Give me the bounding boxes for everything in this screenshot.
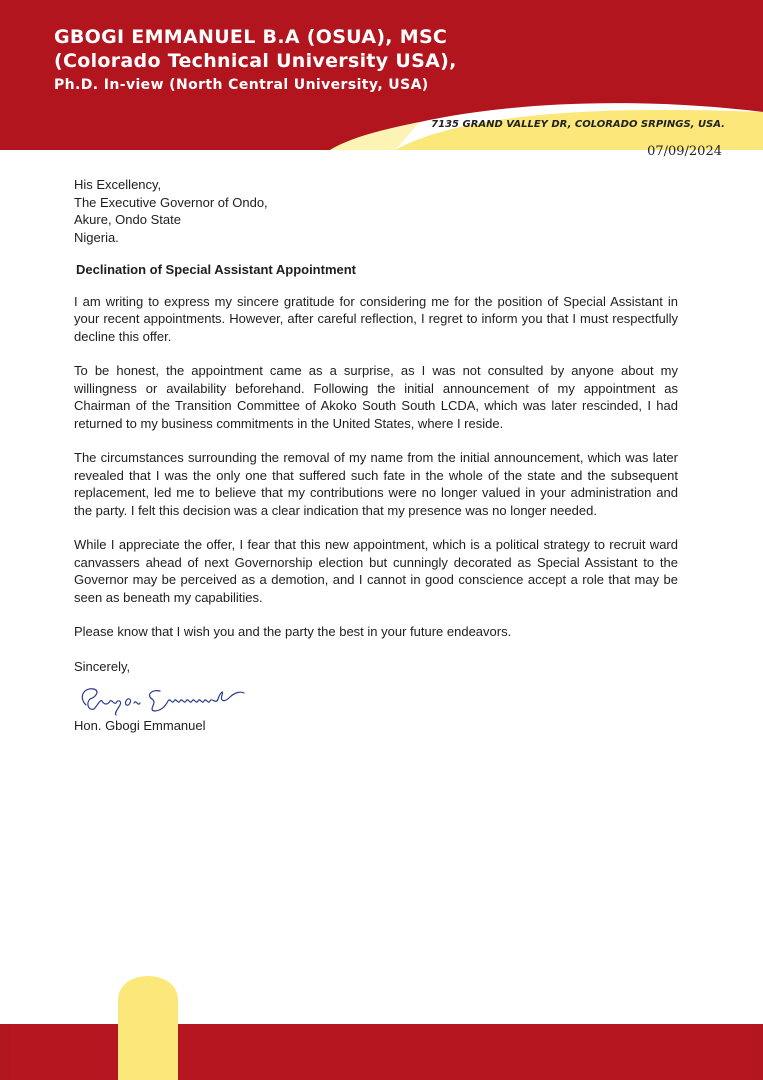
body-paragraph: While I appreciate the offer, I fear that this new appointment, which is a political strategy to recruit ward canvassers ahead of next Governorship election but cunningly decorated as Special Assistant to the Governor may be perceived as a demotion, and I cannot in good conscience accept a role that may be seen as beneath my capabilities. bbox=[74, 537, 678, 605]
recipient-line: His Excellency, bbox=[74, 177, 162, 192]
body-paragraph: The circumstances surrounding the removal of my name from the initial announcement, which was later revealed that I was the only one that suffered such fate in the whole of the state and the subsequent replacement, led me to believe that my contributions were no longer valued in your administration and the party. I felt this decision was a clear indication that my presence was no longer needed. bbox=[74, 450, 678, 518]
letter-subject: Declination of Special Assistant Appointment bbox=[76, 262, 357, 277]
body-paragraph: Please know that I wish you and the party the best in your future endeavors. bbox=[74, 624, 512, 639]
letterhead-footer bbox=[0, 960, 763, 1080]
letter-body bbox=[74, 176, 678, 735]
signer-name: Hon. Gbogi Emmanuel bbox=[74, 718, 206, 733]
body-paragraph: I am writing to express my sincere gratitude for considering me for the position of Special Assistant in your recent appointments. However, after careful reflection, I regret to inform you that I must respectfully decline this offer. bbox=[74, 293, 678, 344]
letter-closing: Sincerely, bbox=[74, 658, 131, 674]
letterhead-degree: (Colorado Technical University USA), bbox=[54, 50, 457, 72]
recipient-line: The Executive Governor of Ondo, bbox=[74, 194, 268, 210]
recipient-line: Akure, Ondo State bbox=[74, 212, 181, 227]
recipient-line: Nigeria. bbox=[74, 229, 119, 245]
letterhead-name: GBOGI EMMANUEL B.A (OSUA), MSC bbox=[54, 26, 448, 48]
letterhead-address: 7135 GRAND VALLEY DR, COLORADO SRPINGS, USA. bbox=[431, 119, 725, 130]
letter-date: 07/09/2024 bbox=[647, 144, 722, 159]
body-paragraph: To be honest, the appointment came as a surprise, as I was not consulted by anyone about my willingness or availability beforehand. Following the initial announcement of my appointment as Chairman of the Transition Committee of Akoko South South LCDA, which was later rescinded, I had returned to my business commitments in the United States, where I reside. bbox=[74, 363, 678, 431]
recipient-block bbox=[74, 176, 678, 246]
signature-image bbox=[74, 683, 254, 717]
letterhead-phd: Ph.D. In-view (North Central University, USA) bbox=[54, 77, 429, 93]
